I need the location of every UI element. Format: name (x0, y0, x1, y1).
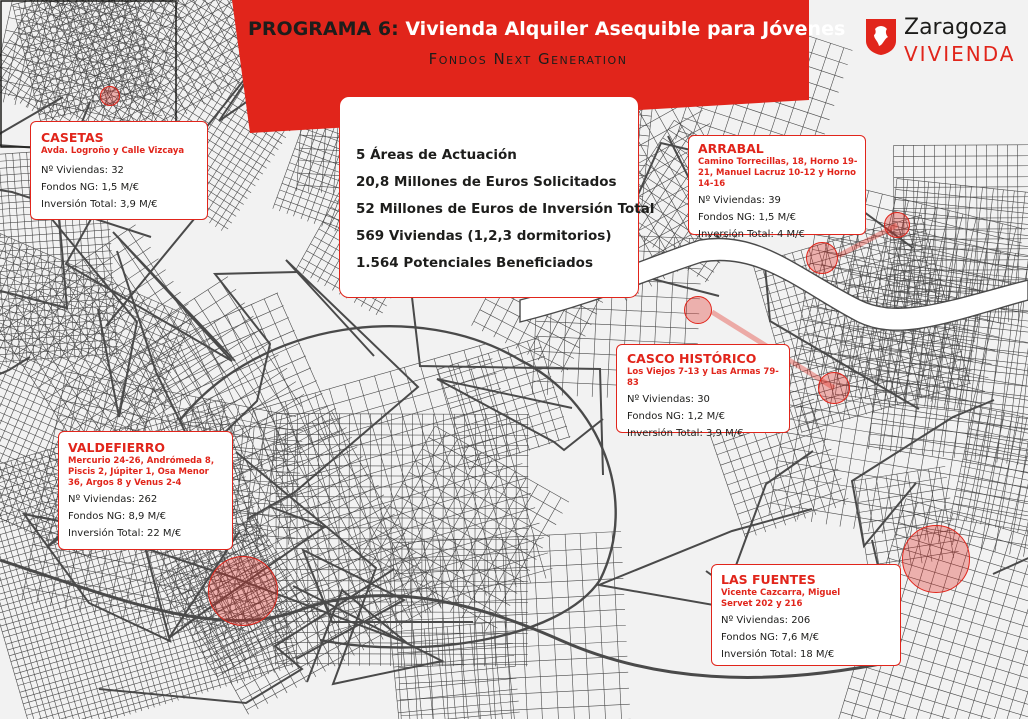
area-stats (721, 612, 900, 663)
area-viviendas: Nº Viviendas: 32 (41, 165, 124, 176)
area-inversion: Inversión Total: 3,9 M/€ (41, 199, 158, 210)
area-fondos: Fondos NG: 8,9 M/€ (68, 511, 166, 522)
area-title: LAS FUENTES (721, 572, 816, 587)
summary-item: 20,8 Millones de Euros Solicitados (356, 174, 617, 190)
banner-subtitle: Fondos Next Generation (428, 50, 628, 68)
callout-valdefierro[interactable] (58, 431, 233, 550)
summary-item: 569 Viviendas (1,2,3 dormitorios) (356, 228, 612, 244)
area-fondos: Fondos NG: 1,5 M/€ (41, 182, 139, 193)
area-inversion: Inversión Total: 22 M/€ (68, 528, 182, 539)
summary-item: 5 Áreas de Actuación (356, 147, 517, 163)
area-title: ARRABAL (698, 141, 764, 156)
callout-las-fuentes[interactable] (711, 564, 901, 666)
area-fondos: Fondos NG: 7,6 M/€ (721, 632, 819, 643)
area-stats (627, 391, 789, 442)
area-address: Los Viejos 7-13 y Las Armas 79-83 (627, 367, 779, 388)
area-stats (41, 162, 207, 213)
area-address: Avda. Logroño y Calle Vizcaya (41, 146, 185, 156)
area-address: Vicente Cazcarra, Miguel Servet 202 y 216 (721, 588, 841, 609)
summary-box (339, 96, 655, 298)
banner-title-prefix: PROGRAMA 6: (248, 18, 399, 40)
area-title: VALDEFIERRO (68, 440, 165, 455)
area-viviendas: Nº Viviendas: 39 (698, 195, 781, 206)
summary-item: 52 Millones de Euros de Inversión Total (356, 201, 655, 217)
area-inversion: Inversión Total: 18 M/€ (721, 649, 835, 660)
summary-list (340, 97, 655, 282)
callout-casetas[interactable] (30, 121, 208, 220)
area-inversion: Inversión Total: 3,9 M/€ (627, 428, 744, 439)
callout-arrabal[interactable] (688, 135, 866, 240)
area-inversion: Inversión Total: 4 M/€ (698, 229, 805, 240)
callout-casco-historico[interactable] (616, 344, 790, 439)
area-stats (698, 192, 859, 243)
logo-line-1: Zaragoza (904, 15, 1008, 40)
area-stats (68, 491, 226, 542)
summary-item: 1.564 Potenciales Beneficiados (356, 255, 593, 271)
area-viviendas: Nº Viviendas: 30 (627, 394, 710, 405)
area-fondos: Fondos NG: 1,2 M/€ (627, 411, 725, 422)
area-viviendas: Nº Viviendas: 262 (68, 494, 158, 505)
banner-title-main: Vivienda Alquiler Asequible para Jóvenes (405, 18, 846, 40)
area-address: Camino Torrecillas, 18, Horno 19-21, Manuel Lacruz 10-12 y Horno 14-16 (698, 157, 858, 189)
area-address: Mercurio 24-26, Andrómeda 8, Piscis 2, Júpiter 1, Osa Menor 36, Argos 8 y Venus 2-4 (68, 456, 215, 488)
lion-crest-icon (866, 19, 896, 55)
banner-title (248, 18, 846, 40)
area-title: CASCO HISTÓRICO (627, 351, 757, 366)
area-fondos: Fondos NG: 1,5 M/€ (698, 212, 796, 223)
logo-line-2: VIVIENDA (904, 42, 1016, 66)
area-title: CASETAS (41, 130, 104, 145)
zaragoza-vivienda-logo[interactable] (866, 15, 1016, 70)
area-viviendas: Nº Viviendas: 206 (721, 615, 811, 626)
